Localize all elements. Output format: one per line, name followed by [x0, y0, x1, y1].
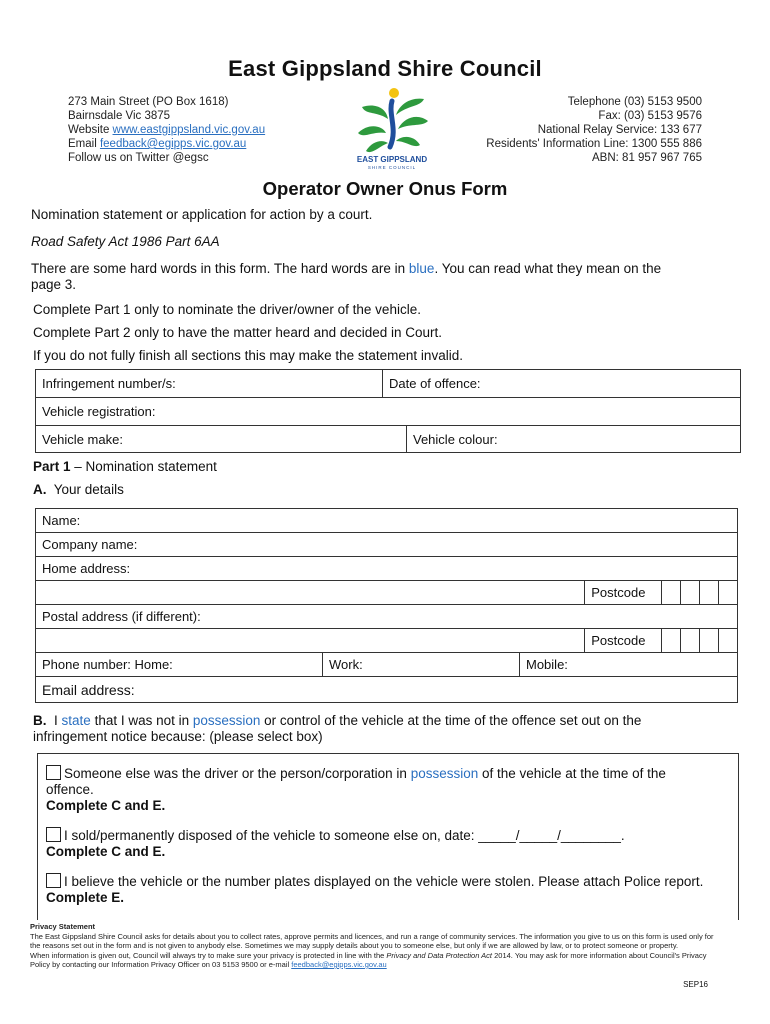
- phone-work-field[interactable]: Work:: [323, 653, 520, 677]
- email-line: [68, 137, 265, 151]
- part1-note: Complete Part 1 only to nominate the driver/owner of the vehicle.: [33, 302, 421, 317]
- fax: Fax: (03) 5153 9576: [598, 110, 702, 122]
- vehicle-colour-field[interactable]: Vehicle colour:: [407, 426, 741, 453]
- option-sold-text: I sold/permanently disposed of the vehicle to someone else on, date: _____/_____/________.: [64, 828, 625, 843]
- hard-words-text-end: . You can read what they mean on the page 3.: [31, 261, 662, 292]
- company-name-field[interactable]: Company name:: [36, 533, 738, 557]
- option-driver-blue: possession: [410, 766, 479, 781]
- option-driver-text: Someone else was the driver or the person/corporation in: [64, 766, 411, 781]
- checkbox-driver[interactable]: [46, 765, 61, 780]
- option-driver-text-end: of the vehicle at the time of the offence.: [46, 766, 666, 797]
- council-logo: [352, 85, 432, 171]
- part1-label: Part 1: [33, 459, 71, 474]
- relay-service: National Relay Service: 133 677: [537, 124, 702, 136]
- phone-home-field[interactable]: Phone number: Home:: [36, 653, 323, 677]
- privacy-text-b: 2014. You may ask for more information about Council's Privacy Policy by contacting our Information Privacy Officer on 03 5153 9500 or e-mail: [30, 950, 707, 969]
- logo-subtext: SHIRE COUNCIL: [367, 165, 417, 170]
- checkbox-sold[interactable]: [46, 827, 61, 842]
- postcode2-box-3[interactable]: [700, 629, 719, 653]
- postcode-row: [35, 580, 738, 605]
- telephone: Telephone (03) 5153 9500: [567, 96, 702, 108]
- form-code: SEP16: [683, 980, 708, 989]
- postcode-label: Postcode: [585, 581, 662, 605]
- option-driver: [46, 765, 716, 814]
- section-a-title: Your details: [53, 482, 124, 497]
- part1-title: – Nomination statement: [70, 459, 217, 474]
- hard-words-note: [31, 261, 691, 293]
- council-contact: [486, 95, 702, 165]
- option-driver-instruction: Complete C and E.: [46, 798, 166, 813]
- option-stolen-instruction: Complete E.: [46, 890, 125, 905]
- twitter-line: Follow us on Twitter @egsc: [68, 152, 209, 164]
- postcode-box-2[interactable]: [681, 581, 700, 605]
- section-b-state-word: state: [61, 713, 91, 728]
- hard-words-blue: blue: [408, 261, 435, 276]
- vehicle-table: [35, 369, 741, 398]
- option-sold-instruction: Complete C and E.: [46, 844, 166, 859]
- section-b-letter: B.: [33, 713, 47, 728]
- options-box: [37, 753, 739, 920]
- postcode-box-4[interactable]: [719, 581, 738, 605]
- postcode2-box-1[interactable]: [662, 629, 681, 653]
- phone-mobile-field[interactable]: Mobile:: [520, 653, 738, 677]
- logo-text: EAST GIPPSLAND: [356, 155, 428, 164]
- email-address-field[interactable]: Email address:: [36, 677, 738, 703]
- option-stolen-text: I believe the vehicle or the number plates displayed on the vehicle were stolen. Please attach Police report.: [64, 874, 704, 889]
- address-line-1: 273 Main Street (PO Box 1618): [68, 96, 229, 108]
- privacy-email-link[interactable]: feedback@egipps.vic.gov.au: [291, 960, 387, 969]
- section-a-letter: A.: [33, 482, 47, 497]
- privacy-statement: [30, 922, 720, 970]
- privacy-heading: Privacy Statement: [30, 922, 96, 931]
- option-sold: [46, 827, 716, 860]
- council-name: East Gippsland Shire Council: [228, 56, 542, 81]
- website-link[interactable]: www.eastgippsland.vic.gov.au: [112, 124, 266, 136]
- checkbox-stolen[interactable]: [46, 873, 61, 888]
- home-address-continued[interactable]: [36, 581, 585, 605]
- part1-heading: [33, 459, 217, 475]
- infringement-field[interactable]: Infringement number/s:: [36, 370, 383, 398]
- privacy-text-a: When information is given out, Council will always try to make sure your privacy is protected in line with the: [30, 950, 387, 960]
- option-stolen: [46, 873, 716, 906]
- section-b-text-1: I: [54, 713, 62, 728]
- privacy-paragraph-2: [30, 951, 720, 970]
- intro-line: Nomination statement or application for action by a court.: [31, 207, 373, 222]
- vehicle-make-field[interactable]: Vehicle make:: [36, 426, 407, 453]
- section-b-statement: [33, 713, 713, 745]
- act-reference: Road Safety Act 1986 Part 6AA: [31, 234, 220, 249]
- hard-words-text: There are some hard words in this form. The hard words are in: [31, 261, 409, 276]
- section-a-heading: [33, 482, 124, 498]
- council-logo-icon: [352, 85, 432, 171]
- part2-note: Complete Part 2 only to have the matter heard and decided in Court.: [33, 325, 442, 340]
- section-b-text-2: that I was not in: [90, 713, 193, 728]
- postcode-box-3[interactable]: [700, 581, 719, 605]
- phone-table: [35, 652, 738, 703]
- postcode-row-2: [35, 628, 738, 653]
- postal-address-table: [35, 604, 738, 629]
- abn: ABN: 81 957 967 765: [592, 152, 702, 164]
- postcode2-box-4[interactable]: [719, 629, 738, 653]
- registration-field[interactable]: Vehicle registration:: [36, 398, 741, 426]
- postcode-label-2: Postcode: [585, 629, 662, 653]
- home-address-field[interactable]: Home address:: [36, 557, 738, 581]
- vehicle-table-2: [35, 397, 741, 453]
- email-label: Email: [68, 138, 100, 150]
- postal-address-continued[interactable]: [36, 629, 585, 653]
- name-field[interactable]: Name:: [36, 509, 738, 533]
- postcode-box-1[interactable]: [662, 581, 681, 605]
- privacy-paragraph-1: The East Gippsland Shire Council asks for details about you to collect rates, approve permits and licences, and run a range of community services. The information you give to us on this form is used only for the reasons set out in the form and is not given to anybody else. Sometimes we may supply details about you to someone else, but only if we are allowed by law, or to protect someone or property.: [30, 931, 714, 950]
- section-b-possession-word: possession: [192, 713, 261, 728]
- council-address: [68, 95, 265, 165]
- website-line: [68, 123, 265, 137]
- privacy-act-name: Privacy and Data Protection Act: [386, 950, 493, 960]
- details-table: [35, 508, 738, 581]
- section-b-text-3: or control of the vehicle at the time of the offence set out on the infringement notice because: (please select box): [33, 713, 642, 744]
- form-title: Operator Owner Onus Form: [262, 178, 508, 199]
- postcode2-box-2[interactable]: [681, 629, 700, 653]
- postal-address-field[interactable]: Postal address (if different):: [36, 605, 738, 629]
- invalid-note: If you do not fully finish all sections this may make the statement invalid.: [33, 348, 463, 363]
- email-link[interactable]: feedback@egipps.vic.gov.au: [99, 138, 247, 150]
- website-label: Website: [68, 124, 113, 136]
- address-line-2: Bairnsdale Vic 3875: [68, 110, 171, 122]
- date-of-offence-field[interactable]: Date of offence:: [383, 370, 741, 398]
- residents-line: Residents' Information Line: 1300 555 886: [486, 138, 702, 150]
